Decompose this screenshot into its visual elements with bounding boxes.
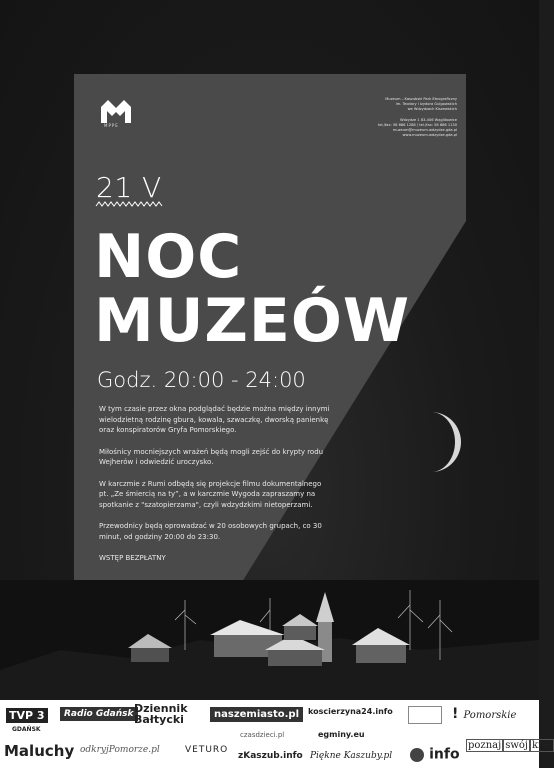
- museum-address: [307, 97, 457, 143]
- sponsor-pomorskie[interactable]: [452, 703, 516, 722]
- crescent-moon-icon: [413, 410, 455, 474]
- address-line[interactable]: muzeum@muzeum-wdzydze.gda.pl: [392, 128, 457, 133]
- description-paragraph: W karczmie z Rumi odbędą się projekcje filmu dokumentalnego pt. „Ze śmiercią na ty”, a w karczmie Wygoda zapraszamy na spotkanie z "szatopierzama", czyli wdzydzkimi nietoperzami.: [99, 479, 322, 509]
- description-paragraph: W tym czasie przez okna podglądać będzie można między innymi wielodzietną rodzinę gbura, kowala, szwaczkę, dworską panienkę oraz konspiratorów Gryfa Pomorskiego.: [99, 405, 330, 434]
- address-line: Wdzydze 1 83-406 Wąglikowice: [400, 117, 457, 122]
- sponsor-tvp3-sub: GDAŃSK: [12, 726, 41, 733]
- sponsor-egminy[interactable]: egminy.eu: [318, 730, 365, 739]
- sponsor-poznaj-swoj-kraj[interactable]: [466, 740, 554, 751]
- address-line: Muzeum – Kaszubski Park Etnograficzny: [385, 97, 457, 101]
- sponsor-piekne-kaszuby[interactable]: Piękne Kaszuby.pl: [310, 751, 393, 761]
- sponsor-koscierzyna[interactable]: koscierzyna24.info: [308, 707, 393, 716]
- museum-logo-label: MPPE: [104, 123, 119, 128]
- sponsor-odkryj-pomorze[interactable]: odkryjPomorze.pl: [80, 745, 160, 755]
- description-paragraph: Miłośnicy mocniejszych wrażeń będą mogli zejść do krypty rodu Wejherów i odwiedzić uroczysko.: [99, 447, 324, 466]
- pomorskie-mark-icon: !: [452, 706, 459, 722]
- sponsor-radio-gdansk[interactable]: Radio Gdańsk: [60, 707, 138, 721]
- sponsor-info[interactable]: [410, 744, 460, 763]
- event-title-line2: MUZEÓW: [94, 286, 411, 356]
- event-date: 21 V: [96, 171, 162, 204]
- village-night-scene: [0, 580, 539, 700]
- event-description: [99, 404, 331, 575]
- sponsor-zkaszub[interactable]: zKaszub.info: [238, 751, 303, 761]
- sponsor-veturo[interactable]: VETURO: [185, 745, 229, 755]
- sponsor-kraj-word: kraj: [532, 740, 552, 751]
- sponsor-dziennik-line2: Bałtycki: [134, 713, 184, 726]
- sponsor-tvp3-label: TVP 3: [6, 708, 48, 723]
- sponsor-poznaj-word: poznaj: [468, 740, 502, 751]
- admission-note: WSTĘP BEZPŁATNY: [99, 554, 166, 562]
- address-line[interactable]: www.muzeum-wdzydze.gda.pl: [402, 133, 457, 138]
- sponsor-tvp3[interactable]: [6, 704, 48, 733]
- event-hours: Godz. 20:00 - 24:00: [97, 368, 306, 392]
- sponsor-swoj-word: swój: [505, 740, 529, 751]
- address-line: we Wdzydzach Kiszewskich: [407, 107, 457, 112]
- sponsor-info-label: info: [429, 746, 460, 763]
- address-line: im. Teodory i Izydora Gulgowskich: [395, 102, 457, 107]
- address-line: tel./fax: 58 686 1288 / tel./fax: 58 686 1130: [377, 122, 457, 127]
- sponsor-czasdzieci[interactable]: czasdzieci.pl: [240, 731, 285, 739]
- sponsor-pomorskie-label: Pomorskie: [463, 710, 517, 721]
- sponsor-maluchy[interactable]: Maluchy: [4, 742, 75, 760]
- info-circle-icon: [410, 748, 424, 762]
- sponsor-dziennik-baltycki[interactable]: [134, 703, 188, 725]
- description-paragraph: Przewodnicy będą oprowadzać w 20 osobowych grupach, co 30 minut, od godziny 20:00 do 23:30.: [99, 522, 322, 541]
- event-title-line1: NOC: [94, 222, 243, 292]
- sponsor-image-box[interactable]: [408, 706, 442, 724]
- sponsors-bar: [0, 700, 552, 768]
- sponsor-naszemiasto[interactable]: naszemiasto.pl: [210, 707, 303, 722]
- zigzag-divider: [96, 201, 162, 207]
- sponsor-dziennik-line1: Dziennik: [134, 702, 188, 715]
